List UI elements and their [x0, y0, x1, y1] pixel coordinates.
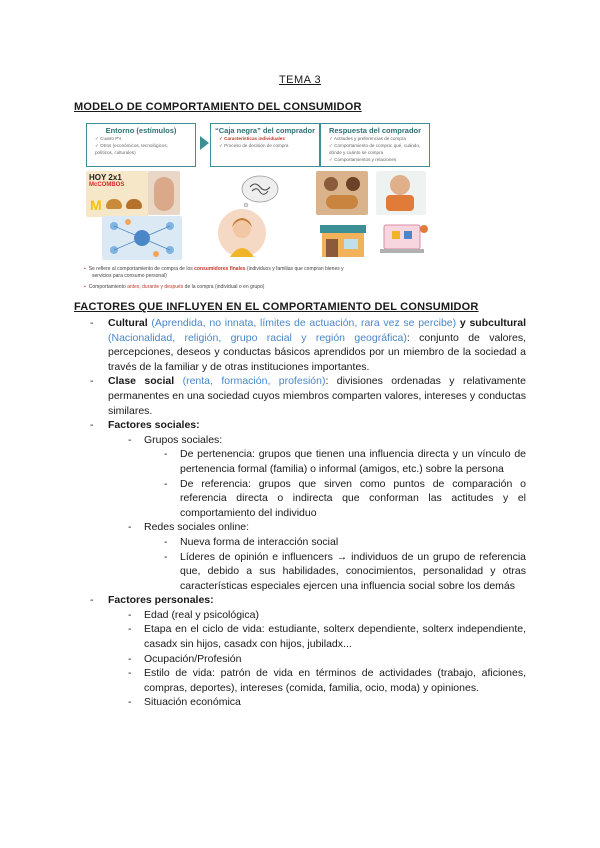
list-item-redes-sociales: - Redes sociales online:: [128, 521, 250, 534]
section-title-modelo: MODELO DE COMPORTAMIENTO DEL CONSUMIDOR: [74, 101, 362, 113]
list-item-personal: - Ocupación/Profesión: [128, 652, 242, 665]
bullet-dash: -: [128, 608, 132, 621]
black-box-item: ✓ Proceso de decisión de compra: [219, 143, 289, 148]
social-network-image: [102, 216, 182, 260]
stimuli-item: ✓ Otros (económicos, tecnológicos,: [95, 143, 169, 148]
response-box-title: Respuesta del comprador: [328, 126, 422, 135]
list-item-pertenencia: - De pertenencia: grupos que tienen una influencia directa y un vínculo de pertenencia formal (familia) o informal (amigos, etc.) sobre la persona: [164, 448, 526, 475]
list-item-referencia: - De referencia: grupos que sirven como puntos de comparación o referencia directa o indirecta que conforman las actitudes y el comportamiento del individuo: [164, 477, 526, 519]
bullet-dash: -: [90, 317, 94, 329]
bullet-dash: -: [128, 433, 132, 446]
stimuli-item: políticos, culturales): [95, 150, 136, 155]
arrow-right-icon: [200, 136, 209, 150]
stimuli-item: ✓ Cuatro P's: [95, 136, 122, 141]
bullet-dash: -: [90, 375, 94, 388]
black-box-item: ✓ Características individuales: [219, 136, 285, 141]
store-icon: [318, 219, 368, 259]
bullet-dash: -: [128, 623, 132, 636]
man-eating-image: [376, 171, 426, 215]
black-box-title: “Caja negra” del comprador: [214, 126, 316, 135]
m-logo-icon: M: [90, 197, 102, 213]
list-item-nueva-forma: - Nueva forma de interacción social: [164, 535, 339, 548]
diagram-note-2: ▪ Comportamiento antes, durante y después de la compra (individual o en grupo): [84, 284, 265, 290]
stimuli-box-title: Entorno (estímulos): [105, 126, 177, 135]
response-item: ✓ Actitudes y preferencias de compra: [329, 136, 406, 141]
list-item-personal: - Estilo de vida: patrón de vida en términos de actividades (trabajo, aficiones, compras, deportes), intereses (comida, familia, ocio, moda) y opiniones.: [128, 667, 526, 694]
bullet-dash: -: [164, 448, 168, 461]
bullet-dash: -: [128, 652, 132, 665]
page-title: TEMA 3: [278, 74, 322, 86]
arrow-right-icon: →: [336, 550, 348, 563]
thinking-woman-image: [212, 175, 284, 259]
ad-text: McCOMBOS: [89, 182, 125, 188]
person-belly-image: [148, 171, 180, 215]
response-item: dónde y cuánto se compra: [329, 150, 384, 155]
online-shopping-icon: [374, 219, 430, 259]
response-box: [320, 123, 430, 167]
bullet-dash: -: [90, 594, 94, 607]
list-item-lideres: - Líderes de opinión e influencers → individuos de un grupo de referencia que, debido a sus habilidades, conocimientos, personalidad y otras características especiales ejercen una influencia social sobre los demás: [164, 550, 527, 592]
bullet-dash: -: [164, 535, 168, 548]
list-item-factores-personales: - Factores personales:: [90, 594, 214, 607]
fast-food-ad-image: [86, 171, 148, 217]
list-item-grupos-sociales: - Grupos sociales:: [128, 433, 223, 446]
list-item-personal: - Situación económica: [128, 696, 241, 709]
stimuli-box: [86, 123, 196, 167]
bullet-dash: -: [128, 667, 132, 680]
list-item-factores-sociales: - Factores sociales:: [90, 419, 200, 432]
burger-icon: [106, 199, 122, 209]
list-item-personal: - Etapa en el ciclo de vida: estudiante, solterx dependiente, solterx independiente, casadx sin hijos, casadx con hijos, jubiladx...: [128, 623, 526, 651]
section-title-factores: FACTORES QUE INFLUYEN EN EL COMPORTAMIENTO DEL CONSUMIDOR: [74, 301, 479, 313]
bullet-dash: -: [164, 477, 168, 490]
response-item: ✓ Comportamiento de compra: qué, cuándo,: [329, 143, 421, 148]
list-item-personal: - Edad (real y psicológica): [128, 608, 259, 621]
bullet-dash: -: [164, 550, 168, 563]
bullet-dash: -: [128, 521, 132, 534]
black-box: [210, 123, 320, 167]
response-item: ✓ Comportamientos y relaciones: [329, 157, 397, 162]
list-item-clase-social: - Clase social (renta, formación, profesión): divisiones ordenadas y relativamente permanentes en una sociedad cuyos miembros comparten valores, intereses y conductas similares.: [90, 375, 526, 417]
bullet-dash: -: [128, 696, 132, 709]
diagram-note-1: ▪ Se refiere al comportamiento de compra de los consumidores finales (individuos y familias que compran bienes y servicios para consumo personal): [84, 266, 344, 279]
factors-list: [74, 316, 526, 710]
burger-icon: [126, 199, 142, 209]
people-eating-image: [316, 171, 368, 215]
ad-text: HOY 2x1: [89, 173, 122, 182]
consumer-model-diagram: [84, 121, 436, 297]
bullet-dash: -: [90, 419, 94, 432]
list-item-cultural: - Cultural (Aprendida, no innata, límites de actuación, rara vez se percibe) y subcultural (Nacionalidad, religión, grupo racial y región geográfica): conjunto de valores, percepciones, deseos y conductas básicos aprendidos por un miembro de la sociedad a través de la familiar y de otras instituciones importantes.: [90, 317, 527, 373]
